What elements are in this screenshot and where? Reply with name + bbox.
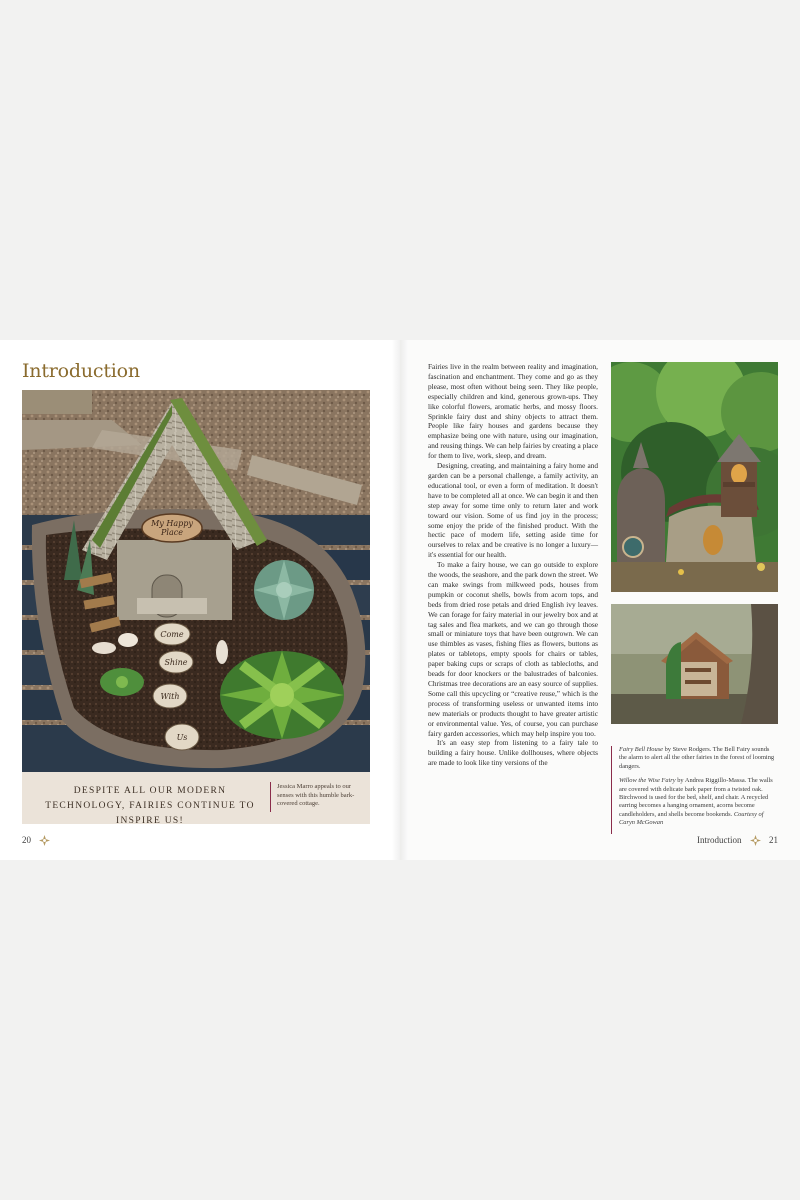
paragraph-2: Designing, creating, and maintaining a fairy home and garden can be a personal challenge, a family activity, an educational tool, or even a form of meditation. It doesn't have to be completed all at once. We can begin it and then step away for some time only to return later and work toward our vision. Some of us find joy in the process; some enjoy the pride of the finished product. With the hectic pace of modern life, setting aside time for ourselves to relax and be creative is no longer a luxury—it's essential for our health. [428,461,598,560]
caption-title-2: Willow the Wise Fairy [619,777,676,785]
caption-text-1: by Steve Rodgers. The Bell Fairy sounds the alarm to alert all the other fairies in the forest of looming dangers. [619,746,775,770]
book-gutter [392,340,408,860]
fairy-cottage-photo [22,390,370,772]
right-page [400,340,800,860]
caption-text-2: by Andrea Riggillo-Massa. The walls are covered with delicate bark paper from a twisted oak. Birchwood is used for the bed, shelf, and chair. A recycled earring becomes a hanging ornament, acorns become candleholders, and shells become bookends. [619,777,773,818]
caption-title-1: Fairy Bell House [619,746,664,753]
pull-quote: DESPITE ALL OUR MODERN TECHNOLOGY, FAIRIES CONTINUE TO INSPIRE US! [45,786,255,826]
book-spread [0,340,800,860]
left-page [0,340,400,860]
paragraph-3: To make a fairy house, we can go outside to explore the woods, the seashore, and the park down the street. We can make swings from milkweed pods, houses from pumpkin or coconut shells, bowls from acorn tops, and beds from dried rose petals and dried English ivy leaves. We can forage for fairy material in our jewelry box and at tag sales and flea markets, and we can go through those small or miniature toys that have been outgrown. We can use thimbles as vases, fishing flies as flowers, buttons as plates or tabletops, empty spools for chairs or tables, paper baking cups or scraps of cloth as tablecloths, and beads for door knockers or the balustrades of balconies. Christmas tree decorations are an easy source of supplies. Some call this upcycling or “creative reuse,” which is the process of transforming useless or unwanted items into new materials or products thought to have greater artistic or environmental value. Yes, of course, you can purchase fairy garden accessories, which may help inspire you too. [428,560,598,738]
stone-come: Come [160,630,184,639]
right-page-captions [611,746,778,834]
fairy-bell-house-photo [611,362,778,592]
photo-caption: Jessica Marro appeals to our senses with this humble bark-covered cottage. [277,783,355,807]
page-number-right: 21 [769,835,778,845]
caption-willow-fairy [619,777,778,827]
chapter-title: Introduction [22,360,140,382]
ornament-icon [750,835,761,846]
running-head: Introduction [697,835,742,845]
stone-us: Us [176,733,188,742]
caption-credit: Courtesy of Caryn McGowan [619,810,764,827]
ornament-icon [39,835,50,846]
stone-with: With [160,692,180,701]
paragraph-1: Fairies live in the realm between reality and imagination, fascination and enchantment. They come and go as they please, most often without being seen. They like people, especially children and kind, generous grown-ups. They like colorful flowers, aromatic herbs, and mossy floors. Sprinkle fairy dust and shiny objects to attract them. People like fairy houses and gardens because they emphasize being one with nature, using our imagination, and reusing things. We can help fairies by creating a place for them to live, work, sleep, and dream. [428,362,598,461]
pull-quote-band [22,772,370,824]
willow-fairy-house-photo [611,604,778,724]
page-number-left: 20 [22,835,31,845]
svg-text:My Happy: My Happy [151,519,193,528]
caption-rule [270,782,271,812]
caption-fairy-bell-house [619,746,778,771]
folio-left [22,835,50,846]
stone-shine: Shine [164,658,188,667]
folio-right [697,835,778,846]
body-text [428,362,598,768]
svg-text:Place: Place [161,528,183,537]
paragraph-4: It's an easy step from listening to a fairy tale to building a fairy house. Unlike dollhouses, where objects are made to look like tiny versions of the [428,738,598,768]
